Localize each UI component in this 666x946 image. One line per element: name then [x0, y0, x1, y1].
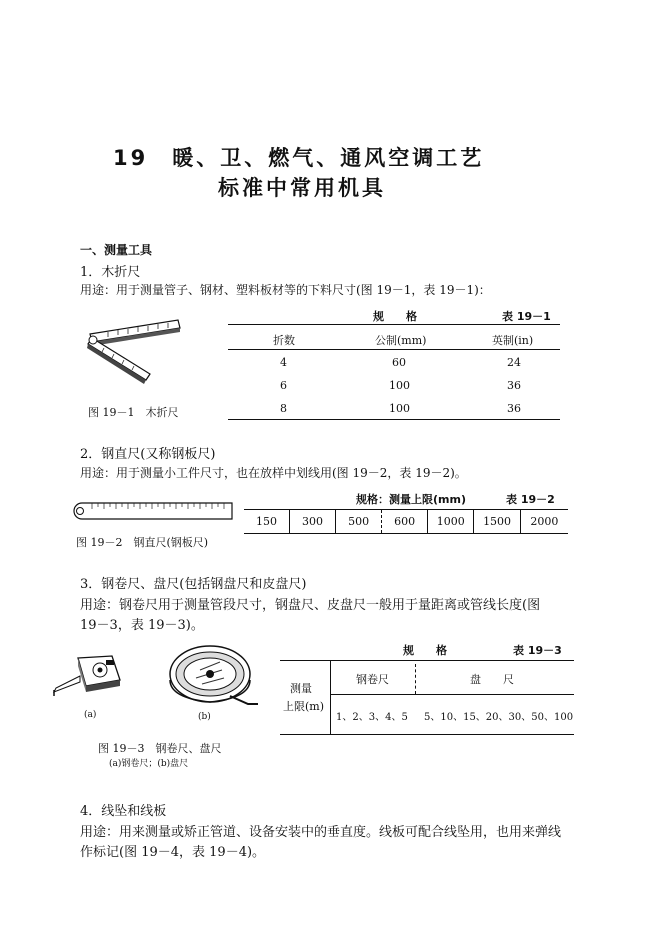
table-19-3-col2-values: 5、10、15、20、30、50、100	[424, 712, 574, 723]
table-19-2	[244, 509, 568, 534]
item4-usage-line2: 作标记(图 19－4，表 19－4)。	[80, 845, 266, 860]
figure-b-label: (b)	[198, 712, 211, 722]
steel-tape-measure-illustration	[50, 652, 130, 702]
item3-usage-line2: 19－3，表 19－3)。	[80, 618, 204, 633]
table-cell: 4	[280, 356, 287, 369]
table-cell: 2000	[530, 515, 559, 528]
item1-heading: 1．木折尺	[80, 265, 141, 280]
folding-rule-illustration	[78, 318, 186, 390]
table-cell: 1000	[428, 510, 474, 534]
table-19-3-col-divider	[330, 660, 331, 734]
figure-19-2-caption: 图 19－2 钢直尺(钢板尺)	[76, 536, 209, 549]
table-19-3-row-header-2: 上限(m)	[283, 700, 325, 713]
table-19-3-col2-header: 盘 尺	[470, 673, 514, 686]
table-cell: 24	[507, 356, 521, 369]
table-19-3-number: 表 19－3	[513, 644, 562, 657]
table-19-3-mid-rule	[330, 694, 574, 695]
table-cell: 150	[244, 510, 290, 534]
table-cell: 100	[389, 402, 410, 415]
table-cell: 100	[389, 379, 410, 392]
table-19-2-spec-label: 规格：测量上限(mm)	[356, 493, 466, 506]
table-19-1-header-rule	[228, 349, 560, 350]
table-cell: 60	[392, 356, 406, 369]
item2-heading: 2．钢直尺(又称钢板尺)	[80, 447, 216, 462]
figure-19-3-subcaption: (a)钢卷尺；(b)盘尺	[109, 759, 189, 769]
table-19-3-col1-values: 1、2、3、4、5	[336, 712, 408, 723]
table-19-1-number: 表 19－1	[502, 310, 551, 323]
table-19-3-spec-label: 规 格	[403, 644, 447, 657]
table-19-1-header-folds: 折数	[273, 334, 295, 347]
item3-usage-line1: 用途：钢卷尺用于测量管段尺寸，钢盘尺、皮盘尺一般用于量距离或管线长度(图	[80, 598, 541, 613]
table-19-1-header-imperial: 英制(in)	[492, 334, 534, 347]
table-19-1-spec-label: 规 格	[373, 310, 417, 323]
table-cell: 8	[280, 402, 287, 415]
chapter-title-line2: 标准中常用机具	[218, 176, 386, 200]
table-cell: 36	[507, 402, 521, 415]
item4-heading: 4．线坠和线板	[80, 804, 167, 819]
chapter-title-line1: 19 暖、卫、燃气、通风空调工艺	[113, 146, 485, 170]
table-cell: 300	[290, 510, 336, 534]
table-cell: 500	[336, 510, 382, 534]
section-heading: 一、测量工具	[80, 243, 153, 257]
item4-usage-line1: 用途：用来测量或矫正管道、设备安装中的垂直度。线板可配合线坠用，也用来弹线	[80, 825, 562, 840]
table-cell: 36	[507, 379, 521, 392]
table-19-3-bottom-rule	[280, 734, 574, 735]
table-cell: 1500	[474, 510, 520, 534]
item2-usage: 用途：用于测量小工件尺寸，也在放样中划线用(图 19－2，表 19－2)。	[80, 466, 467, 480]
table-19-2-number: 表 19－2	[506, 493, 555, 506]
item3-heading: 3．钢卷尺、盘尺(包括钢盘尺和皮盘尺)	[80, 577, 307, 592]
item1-usage: 用途：用于测量管子、钢材、塑料板材等的下料尺寸(图 19－1，表 19－1)：	[80, 283, 491, 297]
table-19-1-top-rule	[228, 324, 560, 325]
table-19-3-col1-header: 钢卷尺	[356, 673, 389, 686]
table-19-1-header-metric: 公制(mm)	[375, 334, 427, 347]
figure-19-3-caption: 图 19－3 钢卷尺、盘尺	[98, 742, 222, 755]
table-cell: 6	[280, 379, 287, 392]
figure-a-label: (a)	[84, 710, 97, 720]
table-cell: 600	[382, 510, 428, 534]
tape-reel-illustration	[160, 640, 260, 712]
figure-19-1-caption: 图 19－1 木折尺	[88, 406, 179, 419]
table-19-3-dashed-divider	[415, 664, 416, 694]
table-19-3-row-header-1: 测量	[290, 682, 312, 695]
table-19-3-top-rule	[280, 660, 574, 661]
steel-ruler-illustration	[70, 499, 236, 525]
table-19-1-bottom-rule	[228, 419, 560, 420]
